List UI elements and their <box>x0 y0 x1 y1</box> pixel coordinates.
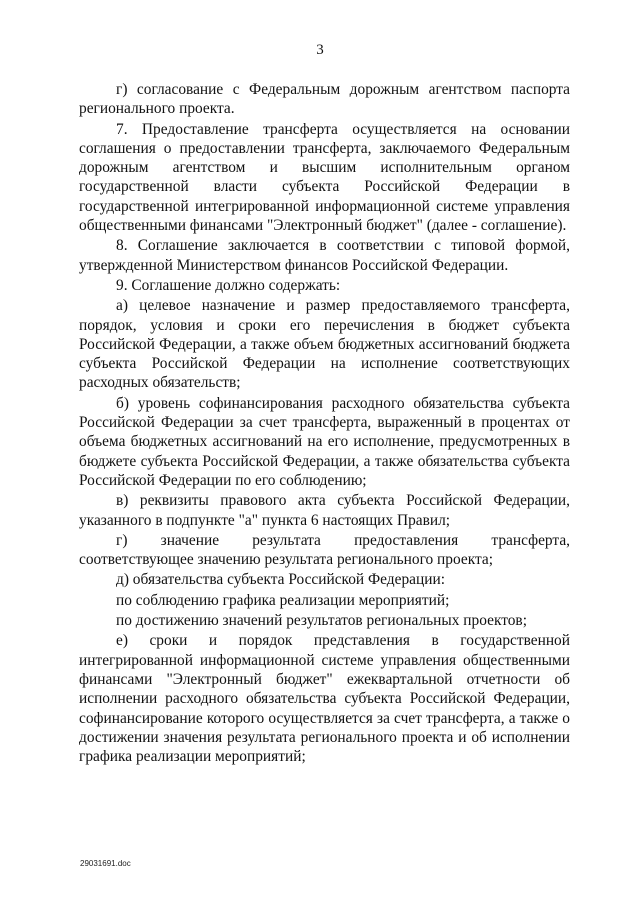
paragraph-9-e: е) сроки и порядок представления в государственной интегрированной информационной системе управления общественными финансами "Электронный бюджет" ежеквартальной отчетности об исполнении расходного обязательства субъекта Российской Федерации, софинансирование которого осуществляется за счет трансферта, а также о достижении значения результата регионального проекта и об исполнении графика реализации мероприятий; <box>79 632 570 766</box>
paragraph-9-d: д) обязательства субъекта Российской Федерации: <box>116 571 445 589</box>
paragraph-9-a: а) целевое назначение и размер предоставляемого трансферта, порядок, условия и сроки его перечисления в бюджет субъекта Российской Федерации, а также объем бюджетных ассигнований бюджета субъекта Российской Федерации на исполнение соответствующих расходных обязательств; <box>79 297 570 392</box>
paragraph-subitem-g-passport: г) согласование с Федеральным дорожным агентством паспорта регионального проекта. <box>79 81 570 118</box>
document-body <box>79 80 570 767</box>
paragraph-7: 7. Предоставление трансферта осуществляется на основании соглашения о предоставлении трансферта, заключаемого Федеральным дорожным агентством и высшим исполнительным органом государственной власти субъекта Российской Федерации в государственной интегрированной информационной системе управления общественными финансами "Электронный бюджет" (далее - соглашение). <box>79 120 570 235</box>
paragraph-9: 9. Соглашение должно содержать: <box>116 276 341 294</box>
paragraph-9-d-schedule: по соблюдению графика реализации мероприятий; <box>116 591 450 609</box>
paragraph-9-d-results: по достижению значений результатов региональных проектов; <box>116 612 527 630</box>
document-footer: 29031691.doc <box>80 859 131 868</box>
page-number: 3 <box>316 42 324 58</box>
paragraph-9-b: б) уровень софинансирования расходного обязательства субъекта Российской Федерации за счет трансферта, выраженный в процентах от объема бюджетных ассигнований на его исполнение, предусмотренных в бюджете субъекта Российской Федерации, а также обязательства субъекта Российской Федерации по его соблюдению; <box>79 394 570 489</box>
paragraph-9-v: в) реквизиты правового акта субъекта Российской Федерации, указанного в подпункте "а" пункта 6 настоящих Правил; <box>79 492 570 529</box>
paragraph-8: 8. Соглашение заключается в соответствии с типовой формой, утвержденной Министерством финансов Российской Федерации. <box>79 237 570 274</box>
paragraph-9-g: г) значение результата предоставления трансферта, соответствующее значению результата регионального проекта; <box>79 531 570 569</box>
